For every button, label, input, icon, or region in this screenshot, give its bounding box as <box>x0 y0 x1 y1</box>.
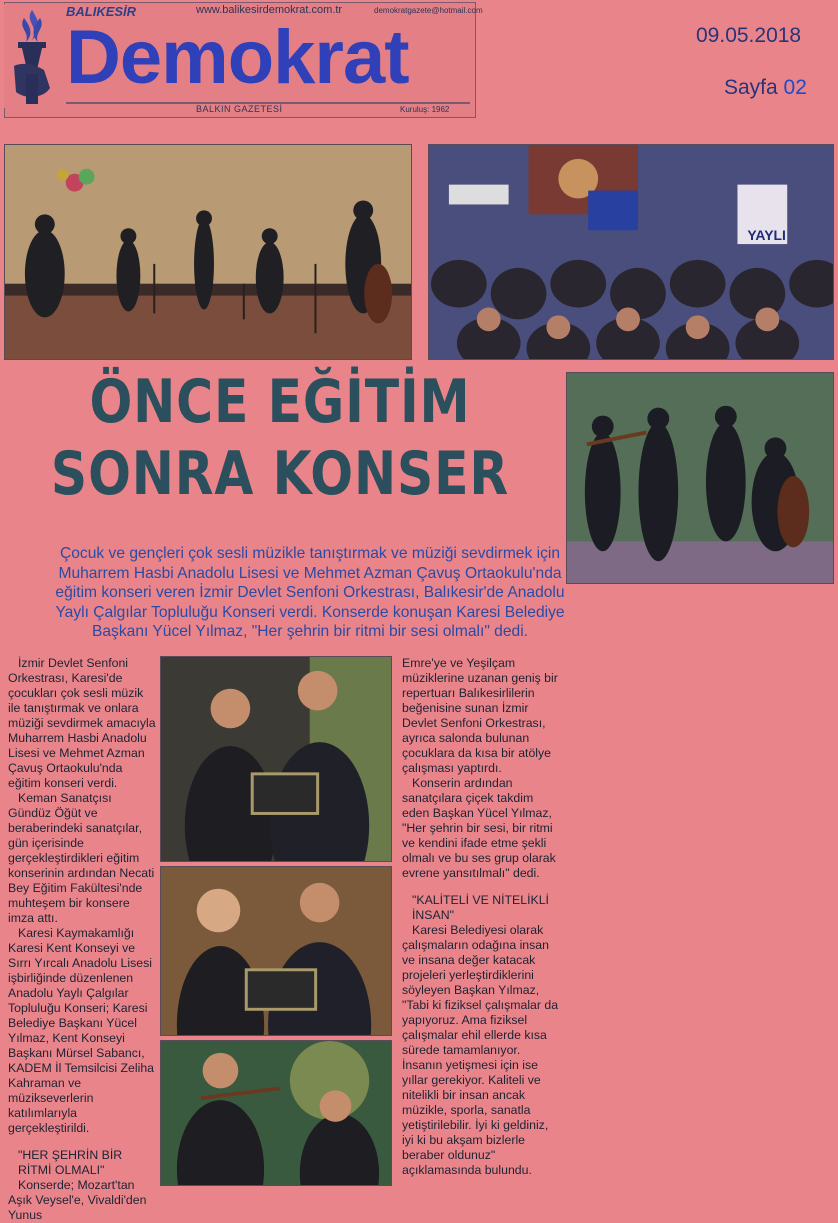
paragraph: Emre'ye ve Yeşilçam müziklerine uzanan geniş bir repertuarı Balıkesirlilerin beğenisine sunan İzmir Devlet Senfoni Orkestrası, ayrıca salonda bulunan çocuklara da kısa bir atölye çalışması yaptırdı. <box>402 656 558 775</box>
headline-line-1: ÖNCE EĞİTİM <box>89 367 471 437</box>
paragraph: İzmir Devlet Senfoni Orkestrası, Karesi'de çocukları çok sesli müzik ile tanıştırmak ve onlara müziği sevdirmek amacıyla Muharrem Hasbi Anadolu Lisesi ve Mehmet Azman Çavuş Ortaokulu'nda eğitim konseri verdi. <box>8 656 156 790</box>
page-label: Sayfa <box>724 76 778 99</box>
article-column-3 <box>402 656 560 1178</box>
publication-name: Demokrat <box>66 15 409 100</box>
publication-website: www.balikesirdemokrat.com.tr <box>196 4 343 16</box>
headline-line-2: SONRA KONSER <box>50 439 510 509</box>
issue-date: 09.05.2018 <box>696 24 802 47</box>
article-column-1 <box>8 656 156 1223</box>
publication-city: BALIKESİR <box>66 4 137 19</box>
page-number-value: 02 <box>783 76 807 99</box>
photo-musicians-cello <box>566 372 834 584</box>
publication-since: Kuruluş: 1962 <box>400 105 450 114</box>
headline <box>45 366 515 510</box>
publication-tagline: BALKIN GAZETESİ <box>196 104 283 114</box>
torch-logo-icon <box>4 4 60 108</box>
subheading: "KALİTELİ VE NİTELİKLİ İNSAN" <box>412 893 549 922</box>
lead-paragraph: Çocuk ve gençleri çok sesli müzikle tanıştırmak ve müziği sevdirmek için Muharrem Hasbi Anadolu Lisesi ve Mehmet Azman Çavuş Ortaokulu'nda eğitim konseri veren İzmir Devlet Senfoni Orkestrası, Balıkesir'de Anadolu Yaylı Çalgılar Topluluğu Konseri verdi. Konserde konuşan Karesi Belediye Başkanı Yücel Yılmaz, "Her şehrin bir ritmi bir sesi olmalı" dedi. <box>55 545 565 641</box>
paragraph: Karesi Belediyesi olarak çalışmaların odağına insan ve insana değer katacak projeleri yerleştirdiklerini söyleyen Başkan Yılmaz, "Tabi ki fiziksel çalışmalar da yapıyoruz. Ama fiziksel çalışmalar ehil ellerde kısa sürede tamamlanıyor. İnsanın yetişmesi için ise yıllar gerekiyor. Kaliteli ve nitelikli bir insan ancak müzikle, sporla, sanatla yetiştirilebilir. İyi ki geldiniz, iyi ki bu akşam bizlerle beraber oldunuz" açıklamasında bulundu. <box>402 923 559 1177</box>
photo-award-plaque-1 <box>160 656 392 862</box>
page-number <box>724 76 807 100</box>
photo-award-plaque-2 <box>160 866 392 1036</box>
paragraph: Keman Sanatçısı Gündüz Öğüt ve beraberindeki sanatçılar, gün içerisinde gerçekleştirdikleri eğitim konserinin ardından Necati Bey Eğitim Fakültesi'nde muhteşem bir konsere imza attı. <box>8 791 155 925</box>
publication-email: demokratgazete@hotmail.com <box>374 6 483 15</box>
paragraph: Konserde; Mozart'tan Aşık Veysel'e, Vivaldi'den Yunus <box>8 1178 147 1222</box>
photo-audience <box>428 144 834 360</box>
banner-text: YAYLI <box>747 227 786 244</box>
photo-quartet-stage <box>4 144 412 360</box>
paragraph: Konserin ardından sanatçılara çiçek takdim eden Başkan Yücel Yılmaz, "Her şehrin bir sesi, bir ritmi ve kendini ifade etme şekli olmalı ve bu ses grup olarak evrene yansıtılmalı" dedi. <box>402 776 556 880</box>
subheading: "HER ŞEHRİN BİR RİTMİ OLMALI" <box>18 1148 123 1177</box>
photo-young-violinists <box>160 1040 392 1186</box>
paragraph: Karesi Kaymakamlığı Karesi Kent Konseyi ve Sırrı Yırcalı Anadolu Lisesi işbirliğinde düzenlenen Anadolu Yaylı Çalgılar Topluluğu Konseri; Karesi Belediye Başkanı Yücel Yılmaz, Kent Konseyi Başkanı Mürsel Sabancı, KADEM İl Temsilcisi Zeliha Kahraman ve müzikseverlerin katılımlarıyla gerçekleştirildi. <box>8 926 155 1135</box>
